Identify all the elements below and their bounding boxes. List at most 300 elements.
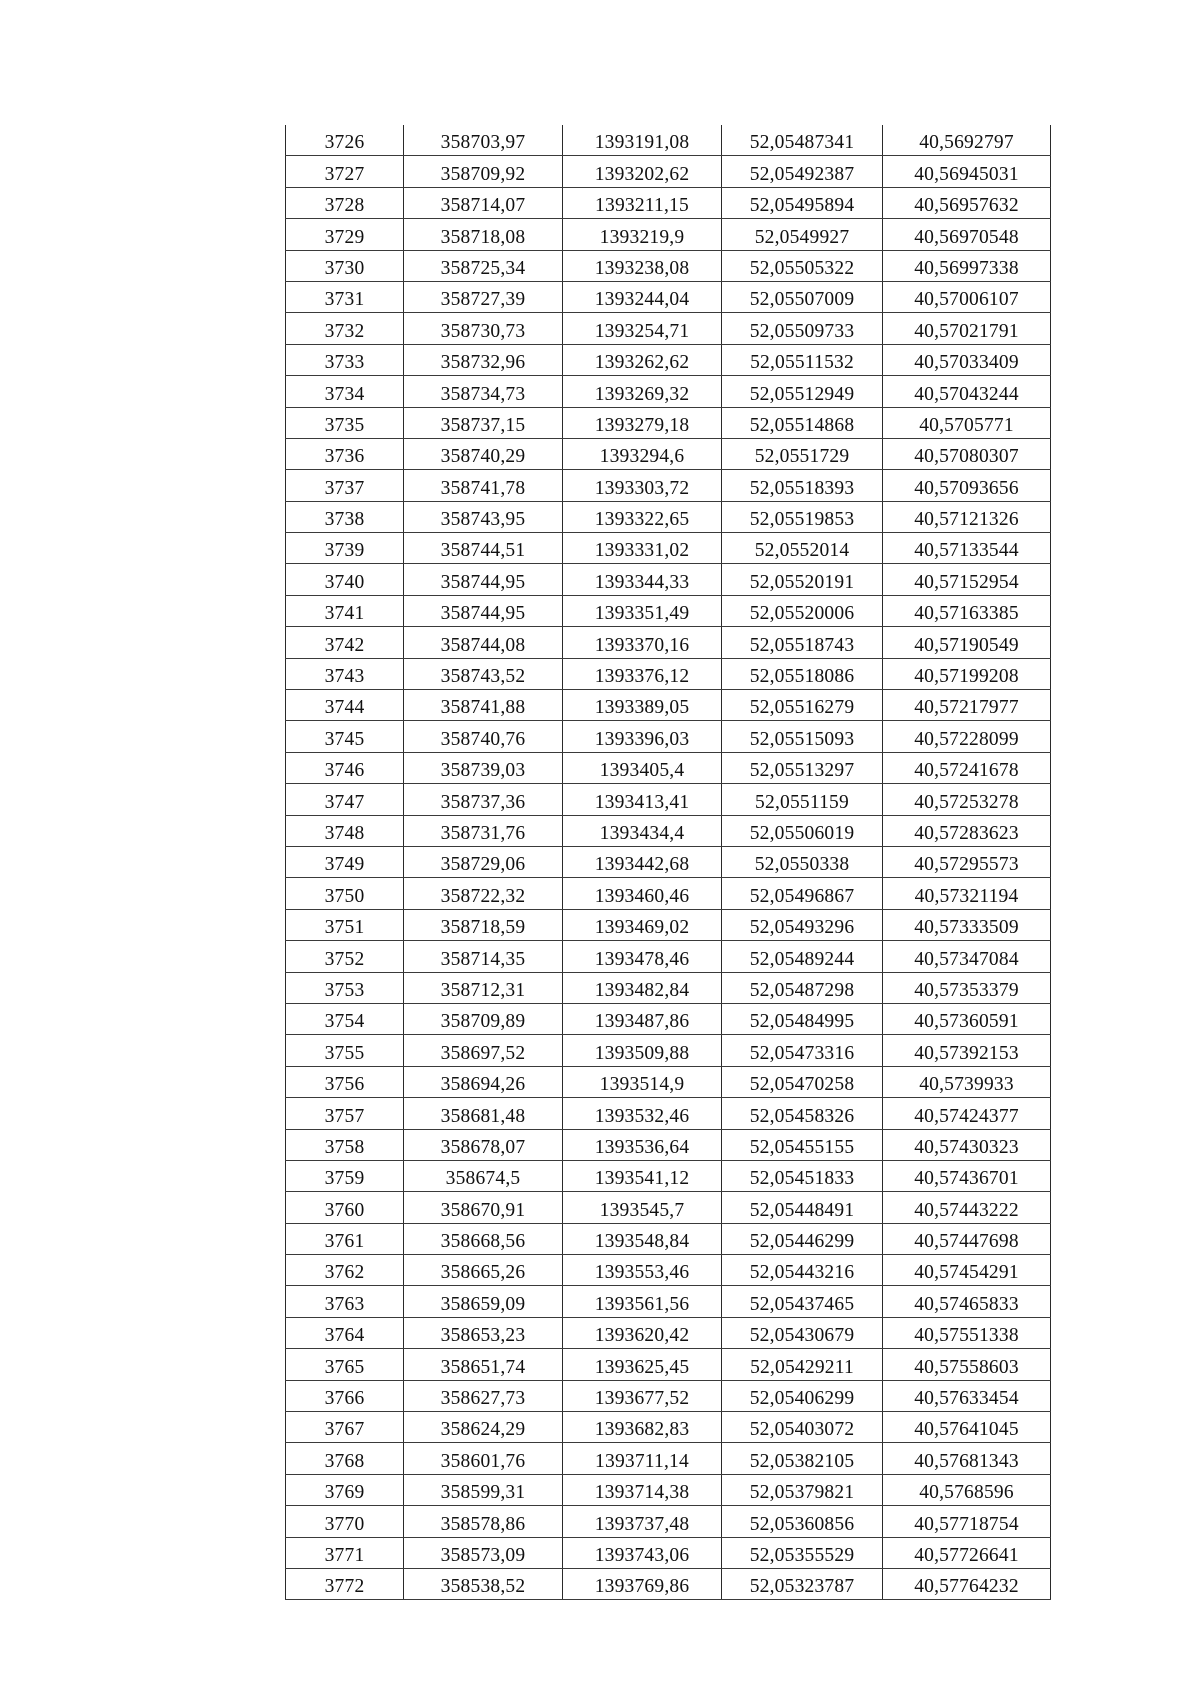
cell-text: 358737,36 (440, 791, 526, 813)
x-coordinate-cell (404, 564, 563, 595)
longitude-cell (883, 1537, 1051, 1568)
latitude-cell (722, 407, 883, 438)
cell-text: 52,05516279 (749, 697, 855, 719)
cell-text: 40,57558603 (914, 1356, 1019, 1378)
latitude-cell (722, 721, 883, 752)
cell-text: 1393711,14 (595, 1450, 689, 1472)
cell-text: 3762 (324, 1262, 365, 1284)
cell-text: 1393677,52 (594, 1388, 690, 1410)
latitude-cell (722, 125, 883, 156)
cell-text: 1393370,16 (594, 634, 690, 656)
cell-text: 1393469,02 (594, 917, 690, 939)
latitude-cell (722, 1192, 883, 1223)
cell-text: 52,05379821 (749, 1482, 855, 1504)
cell-text: 52,05506019 (749, 822, 855, 844)
latitude-cell (722, 156, 883, 187)
cell-text: 1393553,46 (594, 1262, 690, 1284)
table-row (286, 878, 1051, 909)
latitude-cell (722, 1223, 883, 1254)
y-coordinate-cell (563, 1035, 722, 1066)
cell-text: 52,05473316 (749, 1042, 855, 1064)
y-coordinate-cell (563, 1412, 722, 1443)
point-number-cell (286, 941, 404, 972)
point-number-cell (286, 846, 404, 877)
cell-text: 3770 (324, 1513, 365, 1535)
x-coordinate-cell (404, 407, 563, 438)
x-coordinate-cell (404, 784, 563, 815)
longitude-cell (883, 909, 1051, 940)
point-number-cell (286, 250, 404, 281)
table-row (286, 1412, 1051, 1443)
cell-text: 1393344,33 (594, 571, 690, 593)
y-coordinate-cell (563, 470, 722, 501)
table-row (286, 156, 1051, 187)
x-coordinate-cell (404, 501, 563, 532)
cell-text: 40,57443222 (914, 1199, 1019, 1221)
x-coordinate-cell (404, 815, 563, 846)
latitude-cell (722, 376, 883, 407)
table-row (286, 125, 1051, 156)
cell-text: 52,05496867 (749, 885, 855, 907)
cell-text: 3734 (324, 383, 365, 405)
point-number-cell (286, 1412, 404, 1443)
cell-text: 52,05382105 (749, 1450, 855, 1472)
cell-text: 40,57764232 (914, 1576, 1019, 1598)
latitude-cell (722, 187, 883, 218)
latitude-cell (722, 1286, 883, 1317)
cell-text: 358714,07 (440, 195, 526, 217)
y-coordinate-cell (563, 690, 722, 721)
cell-text: 52,05519853 (749, 509, 855, 531)
cell-text: 3744 (324, 697, 365, 719)
longitude-cell (883, 533, 1051, 564)
y-coordinate-cell (563, 1506, 722, 1537)
cell-text: 1393413,41 (594, 791, 690, 813)
point-number-cell (286, 533, 404, 564)
x-coordinate-cell (404, 313, 563, 344)
cell-text: 52,05493296 (749, 917, 855, 939)
y-coordinate-cell (563, 125, 722, 156)
latitude-cell (722, 1380, 883, 1411)
cell-text: 40,57006107 (914, 289, 1019, 311)
cell-text: 358722,32 (440, 885, 526, 907)
cell-text: 52,05458326 (749, 1105, 855, 1127)
cell-text: 40,57392153 (914, 1042, 1019, 1064)
point-number-cell (286, 878, 404, 909)
x-coordinate-cell (404, 1349, 563, 1380)
point-number-cell (286, 219, 404, 250)
point-number-cell (286, 972, 404, 1003)
cell-text: 3747 (324, 791, 365, 813)
cell-text: 52,05470258 (749, 1074, 855, 1096)
x-coordinate-cell (404, 344, 563, 375)
cell-text: 1393487,86 (594, 1011, 690, 1033)
cell-text: 40,57199208 (914, 666, 1019, 688)
y-coordinate-cell (563, 156, 722, 187)
cell-text: 1393509,88 (594, 1042, 690, 1064)
cell-text: 40,57133544 (914, 540, 1019, 562)
latitude-cell (722, 1098, 883, 1129)
cell-text: 1393625,45 (594, 1356, 690, 1378)
cell-text: 3743 (324, 666, 365, 688)
x-coordinate-cell (404, 846, 563, 877)
y-coordinate-cell (563, 941, 722, 972)
cell-text: 40,57718754 (914, 1513, 1019, 1535)
y-coordinate-cell (563, 407, 722, 438)
point-number-cell (286, 1255, 404, 1286)
cell-text: 3761 (324, 1231, 365, 1253)
cell-text: 1393561,56 (594, 1293, 690, 1315)
longitude-cell (883, 470, 1051, 501)
cell-text: 1393389,05 (594, 697, 690, 719)
table-row (286, 1349, 1051, 1380)
point-number-cell (286, 1192, 404, 1223)
x-coordinate-cell (404, 1035, 563, 1066)
cell-text: 40,57217977 (914, 697, 1019, 719)
cell-text: 358668,56 (440, 1231, 526, 1253)
longitude-cell (883, 1317, 1051, 1348)
latitude-cell (722, 470, 883, 501)
cell-text: 358744,08 (440, 634, 526, 656)
cell-text: 358573,09 (440, 1544, 526, 1566)
x-coordinate-cell (404, 1568, 563, 1599)
cell-text: 40,57424377 (914, 1105, 1019, 1127)
longitude-cell (883, 658, 1051, 689)
longitude-cell (883, 407, 1051, 438)
point-number-cell (286, 501, 404, 532)
cell-text: 1393396,03 (594, 728, 690, 750)
cell-text: 40,57253278 (914, 791, 1019, 813)
x-coordinate-cell (404, 533, 563, 564)
cell-text: 3768 (324, 1450, 365, 1472)
longitude-cell (883, 1568, 1051, 1599)
table-row (286, 1380, 1051, 1411)
cell-text: 40,57033409 (914, 352, 1019, 374)
cell-text: 3753 (324, 979, 365, 1001)
x-coordinate-cell (404, 156, 563, 187)
longitude-cell (883, 1223, 1051, 1254)
cell-text: 358744,95 (440, 571, 526, 593)
table-row (286, 909, 1051, 940)
cell-text: 52,05507009 (749, 289, 855, 311)
cell-text: 358743,95 (440, 509, 526, 531)
cell-text: 358727,39 (440, 289, 526, 311)
cell-text: 3731 (324, 289, 365, 311)
cell-text: 358737,15 (440, 414, 526, 436)
cell-text: 1393769,86 (594, 1576, 690, 1598)
cell-text: 358703,97 (440, 132, 526, 154)
latitude-cell (722, 501, 883, 532)
table-row (286, 1255, 1051, 1286)
cell-text: 1393279,18 (594, 414, 690, 436)
latitude-cell (722, 281, 883, 312)
x-coordinate-cell (404, 1003, 563, 1034)
x-coordinate-cell (404, 281, 563, 312)
cell-text: 358730,73 (440, 320, 526, 342)
x-coordinate-cell (404, 878, 563, 909)
cell-text: 1393434,4 (599, 822, 685, 844)
cell-text: 1393254,71 (594, 320, 690, 342)
cell-text: 40,56957632 (914, 195, 1019, 217)
point-number-cell (286, 690, 404, 721)
x-coordinate-cell (404, 376, 563, 407)
cell-text: 3767 (324, 1419, 365, 1441)
cell-text: 52,05492387 (749, 163, 855, 185)
latitude-cell (722, 344, 883, 375)
x-coordinate-cell (404, 250, 563, 281)
cell-text: 1393548,84 (594, 1231, 690, 1253)
cell-text: 40,57093656 (914, 477, 1019, 499)
cell-text: 358740,29 (440, 446, 526, 468)
table-row (286, 1537, 1051, 1568)
cell-text: 1393743,06 (594, 1544, 690, 1566)
cell-text: 3766 (324, 1388, 365, 1410)
cell-text: 1393202,62 (594, 163, 690, 185)
cell-text: 1393376,12 (594, 666, 690, 688)
cell-text: 40,56997338 (914, 257, 1019, 279)
cell-text: 1393262,62 (594, 352, 690, 374)
cell-text: 1393460,46 (594, 885, 690, 907)
cell-text: 40,57641045 (914, 1419, 1019, 1441)
cell-text: 40,57681343 (914, 1450, 1019, 1472)
cell-text: 3758 (324, 1136, 365, 1158)
table-row (286, 1223, 1051, 1254)
point-number-cell (286, 281, 404, 312)
point-number-cell (286, 1349, 404, 1380)
x-coordinate-cell (404, 1506, 563, 1537)
point-number-cell (286, 376, 404, 407)
longitude-cell (883, 250, 1051, 281)
cell-text: 40,57283623 (914, 822, 1019, 844)
table-row (286, 1192, 1051, 1223)
longitude-cell (883, 1506, 1051, 1537)
cell-text: 358725,34 (440, 257, 526, 279)
cell-text: 52,05355529 (749, 1544, 855, 1566)
table-row (286, 815, 1051, 846)
cell-text: 40,5768596 (919, 1482, 1014, 1504)
y-coordinate-cell (563, 281, 722, 312)
y-coordinate-cell (563, 1286, 722, 1317)
x-coordinate-cell (404, 1129, 563, 1160)
longitude-cell (883, 752, 1051, 783)
y-coordinate-cell (563, 1129, 722, 1160)
cell-text: 358670,91 (440, 1199, 526, 1221)
latitude-cell (722, 1317, 883, 1348)
cell-text: 52,05484995 (749, 1011, 855, 1033)
x-coordinate-cell (404, 1286, 563, 1317)
point-number-cell (286, 1506, 404, 1537)
cell-text: 40,57551338 (914, 1325, 1019, 1347)
cell-text: 3759 (324, 1168, 365, 1190)
table-row (286, 972, 1051, 1003)
cell-text: 52,0550338 (754, 854, 850, 876)
point-number-cell (286, 564, 404, 595)
longitude-cell (883, 690, 1051, 721)
latitude-cell (722, 1255, 883, 1286)
cell-text: 3737 (324, 477, 365, 499)
table-row (286, 470, 1051, 501)
table-row (286, 1286, 1051, 1317)
cell-text: 52,05448491 (749, 1199, 855, 1221)
longitude-cell (883, 344, 1051, 375)
cell-text: 40,57163385 (914, 603, 1019, 625)
table-row (286, 721, 1051, 752)
cell-text: 40,57360591 (914, 1011, 1019, 1033)
cell-text: 3750 (324, 885, 365, 907)
latitude-cell (722, 690, 883, 721)
cell-text: 52,05430679 (749, 1325, 855, 1347)
cell-text: 358601,76 (440, 1450, 526, 1472)
cell-text: 358732,96 (440, 352, 526, 374)
latitude-cell (722, 1129, 883, 1160)
cell-text: 358741,88 (440, 697, 526, 719)
table-row (286, 1003, 1051, 1034)
x-coordinate-cell (404, 1255, 563, 1286)
cell-text: 52,0552014 (754, 540, 850, 562)
cell-text: 358712,31 (440, 979, 526, 1001)
y-coordinate-cell (563, 1474, 722, 1505)
x-coordinate-cell (404, 909, 563, 940)
cell-text: 52,05489244 (749, 948, 855, 970)
longitude-cell (883, 187, 1051, 218)
x-coordinate-cell (404, 1443, 563, 1474)
latitude-cell (722, 1506, 883, 1537)
x-coordinate-cell (404, 627, 563, 658)
table-row (286, 1160, 1051, 1191)
cell-text: 3727 (324, 163, 365, 185)
cell-text: 1393442,68 (594, 854, 690, 876)
cell-text: 3746 (324, 760, 365, 782)
point-number-cell (286, 1035, 404, 1066)
latitude-cell (722, 1474, 883, 1505)
y-coordinate-cell (563, 219, 722, 250)
point-number-cell (286, 909, 404, 940)
table-row (286, 627, 1051, 658)
latitude-cell (722, 1066, 883, 1097)
point-number-cell (286, 1286, 404, 1317)
table-row (286, 1317, 1051, 1348)
y-coordinate-cell (563, 344, 722, 375)
x-coordinate-cell (404, 658, 563, 689)
cell-text: 52,05443216 (749, 1262, 855, 1284)
cell-text: 3754 (324, 1011, 365, 1033)
latitude-cell (722, 1568, 883, 1599)
cell-text: 358538,52 (440, 1576, 526, 1598)
cell-text: 40,57454291 (914, 1262, 1019, 1284)
cell-text: 3756 (324, 1074, 365, 1096)
y-coordinate-cell (563, 250, 722, 281)
cell-text: 3732 (324, 320, 365, 342)
cell-text: 358718,59 (440, 917, 526, 939)
x-coordinate-cell (404, 595, 563, 626)
table-row (286, 1035, 1051, 1066)
cell-text: 358714,35 (440, 948, 526, 970)
longitude-cell (883, 1066, 1051, 1097)
table-row (286, 281, 1051, 312)
cell-text: 52,05505322 (749, 257, 855, 279)
table-row (286, 941, 1051, 972)
y-coordinate-cell (563, 658, 722, 689)
cell-text: 1393269,32 (594, 383, 690, 405)
longitude-cell (883, 972, 1051, 1003)
y-coordinate-cell (563, 909, 722, 940)
cell-text: 52,05403072 (749, 1419, 855, 1441)
point-number-cell (286, 1443, 404, 1474)
point-number-cell (286, 470, 404, 501)
cell-text: 52,05514868 (749, 414, 855, 436)
point-number-cell (286, 1129, 404, 1160)
cell-text: 52,05513297 (749, 760, 855, 782)
cell-text: 52,05518393 (749, 477, 855, 499)
x-coordinate-cell (404, 1223, 563, 1254)
cell-text: 40,57436701 (914, 1168, 1019, 1190)
cell-text: 3741 (324, 603, 365, 625)
cell-text: 40,57121326 (914, 509, 1019, 531)
cell-text: 358665,26 (440, 1262, 526, 1284)
x-coordinate-cell (404, 1412, 563, 1443)
latitude-cell (722, 595, 883, 626)
y-coordinate-cell (563, 1098, 722, 1129)
cell-text: 40,57190549 (914, 634, 1019, 656)
cell-text: 52,05406299 (749, 1388, 855, 1410)
longitude-cell (883, 721, 1051, 752)
point-number-cell (286, 627, 404, 658)
table-row (286, 1098, 1051, 1129)
longitude-cell (883, 156, 1051, 187)
cell-text: 3763 (324, 1293, 365, 1315)
cell-text: 358694,26 (440, 1074, 526, 1096)
point-number-cell (286, 1568, 404, 1599)
table-row (286, 1474, 1051, 1505)
cell-text: 358744,51 (440, 540, 526, 562)
cell-text: 1393294,6 (599, 446, 685, 468)
cell-text: 1393482,84 (594, 979, 690, 1001)
cell-text: 3757 (324, 1105, 365, 1127)
latitude-cell (722, 250, 883, 281)
cell-text: 3738 (324, 509, 365, 531)
cell-text: 1393478,46 (594, 948, 690, 970)
cell-text: 52,0549927 (754, 226, 850, 248)
latitude-cell (722, 815, 883, 846)
longitude-cell (883, 878, 1051, 909)
cell-text: 52,05323787 (749, 1576, 855, 1598)
cell-text: 3730 (324, 257, 365, 279)
cell-text: 40,57043244 (914, 383, 1019, 405)
x-coordinate-cell (404, 1098, 563, 1129)
cell-text: 1393514,9 (599, 1074, 685, 1096)
cell-text: 3742 (324, 634, 365, 656)
cell-text: 3772 (324, 1576, 365, 1598)
longitude-cell (883, 564, 1051, 595)
table-row (286, 784, 1051, 815)
cell-text: 1393737,48 (594, 1513, 690, 1535)
latitude-cell (722, 909, 883, 940)
cell-text: 1393322,65 (594, 509, 690, 531)
cell-text: 358729,06 (440, 854, 526, 876)
longitude-cell (883, 1129, 1051, 1160)
longitude-cell (883, 1412, 1051, 1443)
cell-text: 40,57241678 (914, 760, 1019, 782)
table-row (286, 1129, 1051, 1160)
latitude-cell (722, 1412, 883, 1443)
cell-text: 40,57347084 (914, 948, 1019, 970)
y-coordinate-cell (563, 878, 722, 909)
cell-text: 3745 (324, 728, 365, 750)
cell-text: 3752 (324, 948, 365, 970)
longitude-cell (883, 1380, 1051, 1411)
longitude-cell (883, 1474, 1051, 1505)
table-row (286, 438, 1051, 469)
